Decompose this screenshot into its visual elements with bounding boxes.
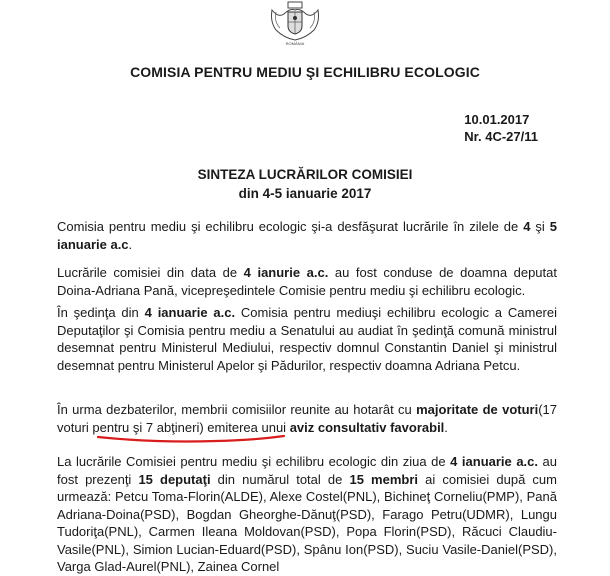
paragraph-4 — [57, 401, 557, 436]
bold-run: 15 deputaţi — [138, 471, 211, 487]
paragraph-3 — [57, 304, 557, 374]
paragraph-2 — [57, 264, 557, 299]
bold-run: 4 ianuarie a.c. — [144, 305, 236, 320]
text-run: din numărul total de — [210, 471, 350, 487]
document-number: Nr. 4C-27/11 — [464, 129, 538, 144]
title-line-2: din 4-5 ianuarie 2017 — [238, 186, 372, 201]
document-date: 10.01.2017 — [464, 112, 530, 127]
reference-block — [464, 111, 538, 145]
text-run: emiterea unui — [203, 419, 290, 435]
text-run: Lucrările comisiei din data de — [57, 265, 244, 280]
bold-run: majoritate de voturi — [416, 402, 539, 417]
text-run: . — [128, 236, 133, 252]
paragraph-5 — [57, 453, 557, 576]
text-run: ai comisiei după cum urmează: Petcu Toma-Florin(ALDE), Alexe Costel(PNL), Bichineţ Corneliu(PMP), Pană Adriana-Doina(PSD), Bogdan Gheorghe-Dănuţ(PSD), Farago Petru(UDMR), Lungu Tudoriţa(PNL), Carmen Ileana Moldovan(PSD), Popa Florin(PSD), Răcuci Claudiu-Vasile(PNL), Simion Lucian-Eduard(PSD), Spânu Ion(PSD), Suciu Vasile-Daniel(PSD), Varga Glad-Aurel(PNL), Zainea Cornel — [57, 471, 557, 574]
text-run: şi — [530, 219, 550, 234]
paragraph-1 — [57, 218, 557, 253]
text-run: În urma dezbaterilor, membrii comisiilor reunite au hotarât cu — [57, 402, 417, 417]
red-underline-annotation — [96, 434, 286, 444]
text-run: Comisia pentru mediuşi echilibru ecologic a Camerei Deputaţilor şi Comisia pentru mediu a Senatului au audiat în şedinţă comună ministrul desemnat pentru Ministerul Mediului, respectiv domnul Constantin Daniel şi ministrul desemnat pentru Ministerul Apelor şi Pădurilor, respectiv doamna Adriana Petcu. — [57, 305, 558, 373]
coat-of-arms-icon — [266, 0, 324, 46]
committee-heading: COMISIA PENTRU MEDIU ŞI ECHILIBRU ECOLOGIC — [130, 64, 480, 80]
text-run: au fost prezenţi — [57, 454, 557, 487]
title-line-1: SINTEZA LUCRĂRILOR COMISIEI — [197, 167, 413, 182]
text-run: În şedinţa din — [57, 305, 145, 320]
emblem-caption: ROMÂNIA — [285, 41, 305, 46]
bold-run: aviz consultativ favorabil — [289, 419, 445, 435]
bold-run: 15 membri — [349, 471, 418, 487]
bold-run: 4 ianuarie a.c. — [450, 454, 538, 469]
vote-count-run: (17 voturi pentru şi 7 abţineri) — [57, 402, 558, 435]
text-run: . — [444, 419, 448, 435]
bold-run: 5 ianuarie a.c — [57, 219, 557, 252]
text-run: Comisia pentru mediu şi echilibru ecologic şi-a desfăşurat lucrările în zilele de — [57, 219, 524, 234]
text-run: au fost conduse de doamna deputat Doina-Adriana Pană, vicepreşedintele Comisie pentru mediu şi echilibru ecologic. — [57, 265, 557, 298]
bold-run: 4 ianurie a.c. — [243, 265, 329, 280]
document-title — [0, 165, 610, 203]
text-run: La lucrările Comisiei pentru mediu şi echilibru ecologic din ziua de — [57, 454, 451, 469]
bold-run: 4 — [523, 219, 531, 234]
